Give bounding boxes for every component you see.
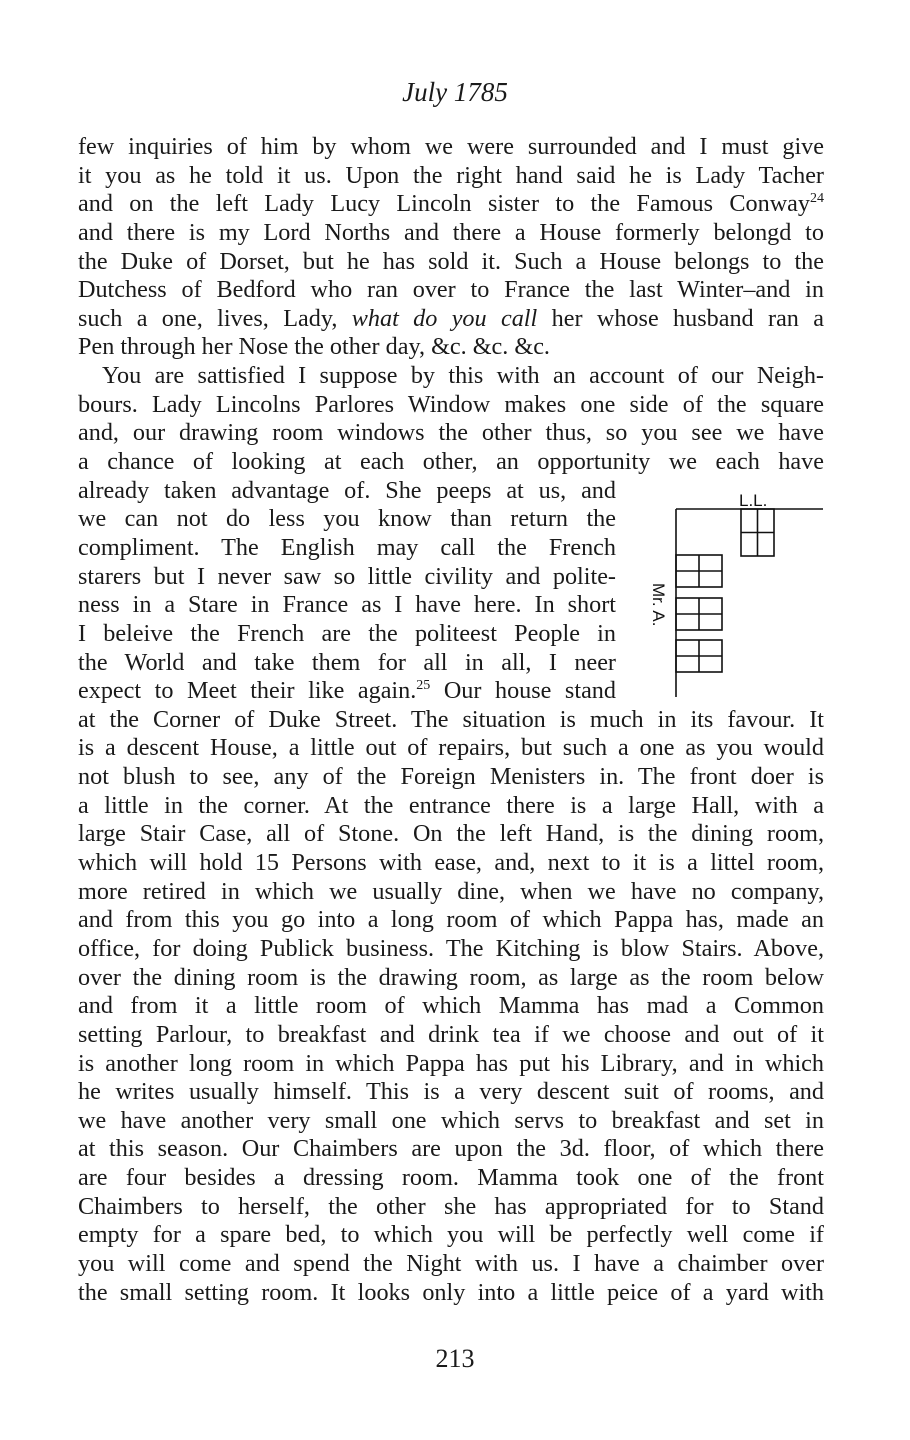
label-mr-a: Mr. A. bbox=[649, 583, 668, 627]
text-line: which will hold 15 Persons with ease, and, next to it is a littel room, bbox=[78, 849, 824, 877]
text-line: You are sattisfied I suppose by this with an account of our Neigh- bbox=[102, 362, 824, 390]
text-line: Dutchess of Bedford who ran over to France the last Winter–and in bbox=[78, 276, 824, 304]
text-line: starers but I never saw so little civility and polite- bbox=[78, 562, 616, 590]
text-line-content: and on the left Lady Lucy Lincoln sister to the Famous Conway bbox=[78, 190, 810, 218]
text-line-content: Our house stand bbox=[430, 677, 616, 705]
text-line: you will come and spend the Night with us. I have a chaimber over bbox=[78, 1249, 824, 1277]
text-line: already taken advantage of. She peeps at us, and bbox=[78, 476, 616, 504]
italic-phrase: what do you call bbox=[351, 304, 538, 332]
text-line: empty for a spare bed, to which you will be perfectly well come if bbox=[78, 1221, 824, 1249]
window-diagram-svg bbox=[640, 485, 830, 700]
text-line: the World and take them for all in all, I neer bbox=[78, 648, 616, 676]
text-line: we have another very small one which servs to breakfast and set in bbox=[78, 1106, 824, 1134]
text-line: compliment. The English may call the French bbox=[78, 533, 616, 561]
running-head: July 1785 bbox=[402, 77, 508, 107]
text-line: setting Parlour, to breakfast and drink tea if we choose and out of it bbox=[78, 1020, 824, 1048]
text-line: over the dining room is the drawing room, as large as the room below bbox=[78, 963, 824, 991]
text-line: and from this you go into a long room of which Pappa has, made an bbox=[78, 906, 824, 934]
mr-a-window bbox=[676, 598, 722, 630]
text-line: large Stair Case, all of Stone. On the left Hand, is the dining room, bbox=[78, 820, 824, 848]
text-line bbox=[78, 305, 824, 334]
body-text bbox=[78, 133, 824, 1307]
window-diagram bbox=[640, 485, 830, 700]
text-line: more retired in which we usually dine, when we have no company, bbox=[78, 877, 824, 905]
text-line-content: expect to Meet their like again. bbox=[78, 677, 417, 705]
mr-a-window bbox=[676, 555, 722, 587]
text-line: is a descent House, a little out of repairs, but such a one as you would bbox=[78, 734, 824, 762]
lady-lincoln-window bbox=[741, 509, 774, 556]
text-line: not blush to see, any of the Foreign Menisters in. The front doer is bbox=[78, 763, 824, 791]
text-line-content: such a one, lives, Lady, bbox=[78, 304, 352, 332]
text-line: the Duke of Dorset, but he has sold it. Such a House belongs to the bbox=[78, 247, 824, 275]
text-line bbox=[78, 677, 616, 706]
text-line: is another long room in which Pappa has put his Library, and in which bbox=[78, 1049, 824, 1077]
mr-a-window bbox=[676, 640, 722, 672]
text-line: it you as he told it us. Upon the right hand said he is Lady Tacher bbox=[78, 161, 824, 189]
text-line: a chance of looking at each other, an opportunity we each have bbox=[78, 448, 824, 476]
page-number: 213 bbox=[435, 1344, 475, 1373]
text-line: Pen through her Nose the other day, &c. &c. &c. bbox=[78, 333, 550, 361]
text-line: Chaimbers to herself, the other she has appropriated for to Stand bbox=[78, 1192, 824, 1220]
text-line: at the Corner of Duke Street. The situation is much in its favour. It bbox=[78, 705, 824, 733]
text-line: at this season. Our Chaimbers are upon the 3d. floor, of which there bbox=[78, 1135, 824, 1163]
text-line: I beleive the French are the politeest People in bbox=[78, 619, 616, 647]
text-line: ness in a Stare in France as I have here. In short bbox=[78, 591, 616, 619]
text-line: are four besides a dressing room. Mamma took one of the front bbox=[78, 1164, 824, 1192]
footnote-ref-25[interactable]: 25 bbox=[416, 678, 431, 694]
text-line: bours. Lady Lincolns Parlores Window makes one side of the square bbox=[78, 390, 824, 418]
text-line: and, our drawing room windows the other thus, so you see we have bbox=[78, 419, 824, 447]
text-line: and from it a little room of which Mamma has mad a Common bbox=[78, 992, 824, 1020]
text-line: few inquiries of him by whom we were surrounded and I must give bbox=[78, 133, 824, 160]
text-line-content: her whose husband ran a bbox=[537, 304, 824, 332]
text-line: we can not do less you know than return the bbox=[78, 505, 616, 533]
text-line: the small setting room. It looks only into a little peice of a yard with bbox=[78, 1278, 824, 1306]
text-line: office, for doing Publick business. The Kitching is blow Stairs. Above, bbox=[78, 934, 824, 962]
text-line: he writes usually himself. This is a very descent suit of rooms, and bbox=[78, 1078, 824, 1106]
footnote-ref-24[interactable]: 24 bbox=[810, 191, 824, 207]
text-line bbox=[78, 190, 824, 219]
text-line: a little in the corner. At the entrance there is a large Hall, with a bbox=[78, 791, 824, 819]
label-lady-lincoln: L.L. bbox=[739, 491, 768, 510]
text-line: and there is my Lord Norths and there a House formerly belongd to bbox=[78, 218, 824, 246]
